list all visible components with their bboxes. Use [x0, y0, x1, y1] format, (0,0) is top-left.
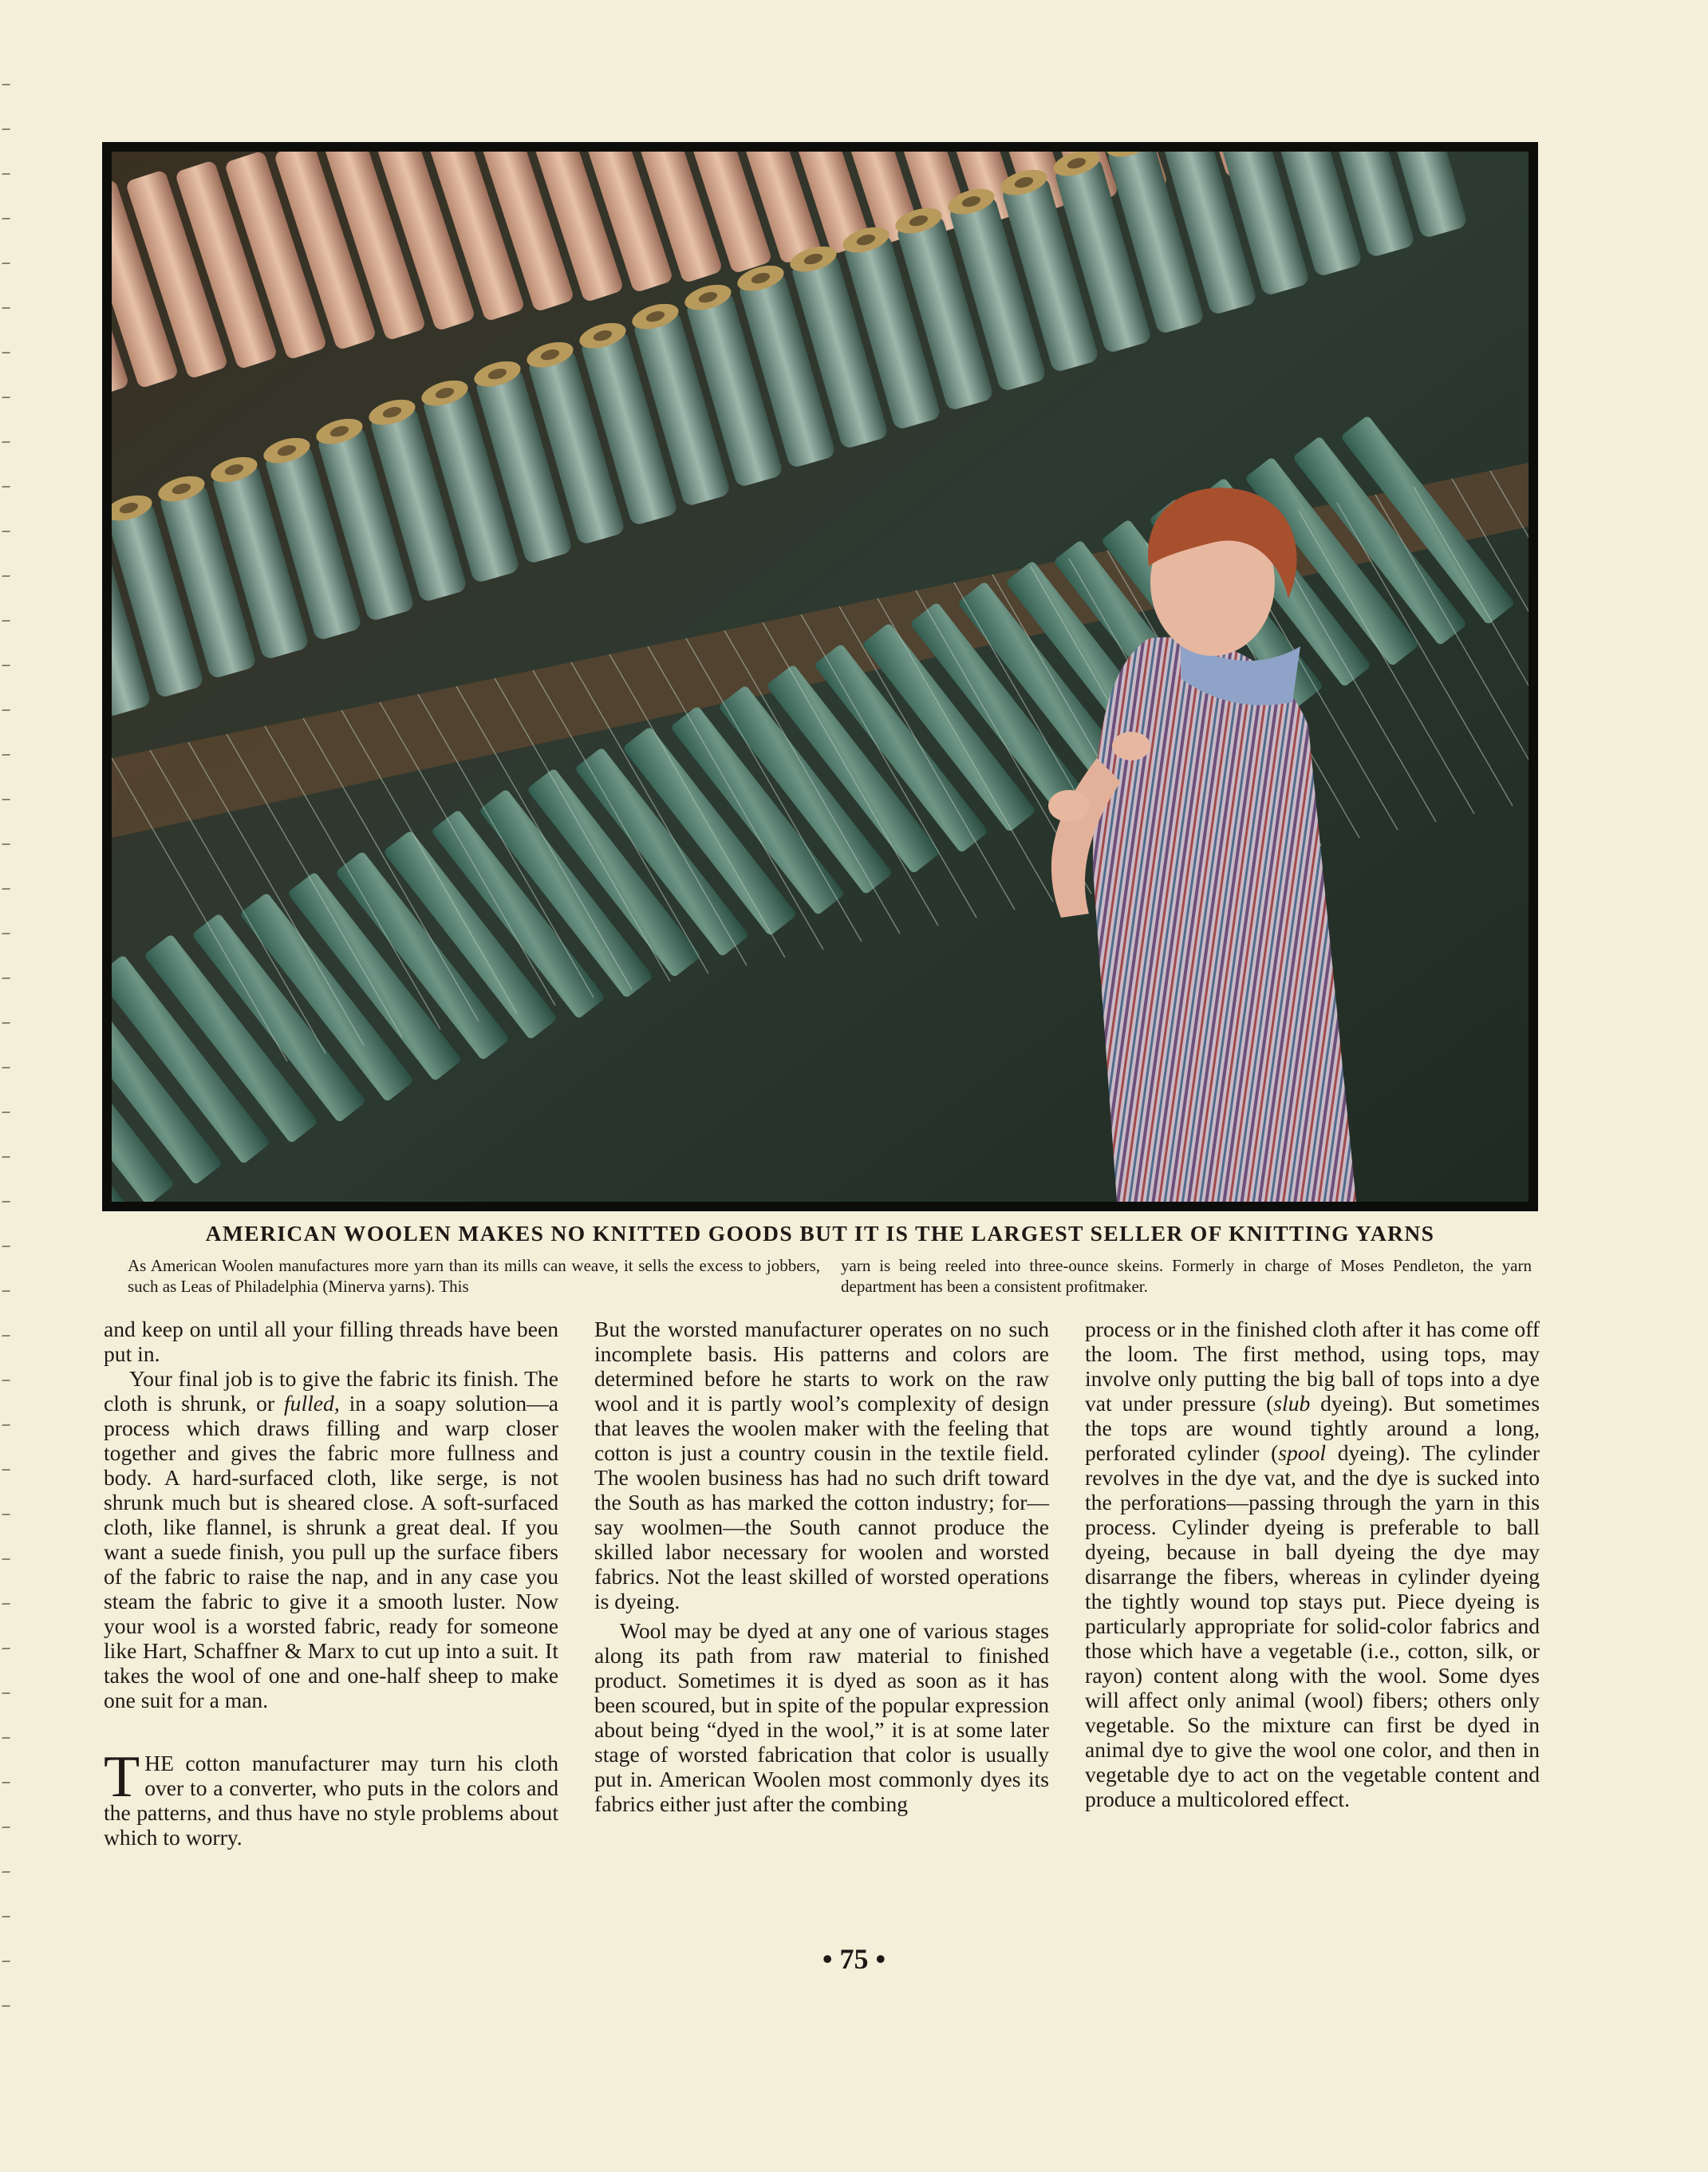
binding-mark — [2, 705, 13, 711]
photo-headline: AMERICAN WOOLEN MAKES NO KNITTED GOODS BUT IT IS THE LARGEST SELLER OF KNITTING YARNS — [205, 1221, 1435, 1246]
binding-mark — [2, 1376, 13, 1381]
paragraph: Wool may be dyed at any one of various stages along its path from raw material to finished product. Sometimes it is dyed as soon as it has been scoured, but in spite of the popular expression about being “dyed in the wool,” it is at some later stage of worsted fabrication that color is usually put in. American Woolen most commonly dyes its fabrics either just after the combing — [594, 1618, 1049, 1816]
binding-mark — [2, 661, 13, 666]
caption-right: yarn is being reeled into three-ounce skeins. Formerly in charge of Moses Pendleton, the yarn department has been a consistent profitmaker. — [841, 1256, 1532, 1296]
paragraph-dropcap: THE cotton manufacturer may turn his cloth over to a converter, who puts in the colors and the patterns, and thus have no style problems about which to worry. — [104, 1744, 558, 1850]
binding-mark — [2, 1554, 13, 1560]
binding-mark — [2, 1644, 13, 1649]
binding-mark — [2, 571, 13, 577]
binding-mark — [2, 214, 13, 219]
binding-mark — [2, 1912, 13, 1917]
text-column-1 — [104, 1317, 558, 1850]
binding-mark — [2, 1242, 13, 1247]
drop-cap: T — [104, 1744, 140, 1810]
yarn-reeling-photo — [112, 152, 1529, 1202]
binding-mark — [2, 1778, 13, 1783]
binding-mark — [2, 1063, 13, 1068]
paragraph: Your final job is to give the fabric its finish. The cloth is shrunk, or fulled, in a soapy solution—a process which draws filling and warp closer together and gives the fabric more fullness and body. A hard-surfaced cloth, like serge, is not shrunk much but is sheared close. A soft-surfaced cloth, like flannel, is shrunk a great deal. If you want a suede finish, you pull up the surface fibers of the fabric to raise the nap, and in any case you steam the fabric to give it a smooth luster. Now your wool is a worsted fabric, ready for someone like Hart, Schaffner & Marx to cut up into a suit. It takes the wool of one and one-half sheep to make one suit for a man. — [104, 1366, 558, 1712]
binding-mark — [2, 1867, 13, 1873]
binding-mark — [2, 1152, 13, 1158]
binding-mark — [2, 348, 13, 353]
binding-mark — [2, 1108, 13, 1113]
binding-mark — [2, 929, 13, 934]
binding-mark — [2, 1286, 13, 1292]
binding-mark — [2, 750, 13, 756]
caption-left: As American Woolen manufactures more yarn than its mills can weave, it sells the excess to jobbers, such as Leas of Philadelphia (Minerva yarns). This — [128, 1256, 820, 1296]
binding-mark — [2, 1599, 13, 1605]
binding-mark — [2, 124, 13, 130]
binding-mark — [2, 1823, 13, 1828]
binding-mark — [2, 884, 13, 890]
binding-marks — [0, 80, 18, 2075]
paragraph: and keep on until all your filling threads have been put in. — [104, 1317, 558, 1366]
binding-mark — [2, 527, 13, 532]
page-number: • 75 • — [822, 1943, 886, 1975]
binding-mark — [2, 1733, 13, 1739]
binding-mark — [2, 1331, 13, 1337]
binding-mark — [2, 393, 13, 398]
binding-mark — [2, 2001, 13, 2007]
binding-mark — [2, 839, 13, 845]
photo-frame — [102, 142, 1538, 1211]
binding-mark — [2, 973, 13, 979]
binding-mark — [2, 1510, 13, 1515]
text-column-2 — [594, 1317, 1049, 1816]
binding-mark — [2, 482, 13, 488]
binding-mark — [2, 303, 13, 309]
paragraph: But the worsted manufacturer operates on no such incomplete basis. His patterns and colors are determined before he starts to work on the raw wool and it is partly wool’s complexity of design that leaves the woolen maker with the feeling that cotton is just a country cousin in the textile field. The woolen business has had no such drift toward the South as has marked the cotton industry; for—say woolmen—the South cannot produce the skilled labor necessary for woolen and worsted fabrics. Not the least skilled of worsted operations is dyeing. — [594, 1317, 1049, 1613]
binding-mark — [2, 437, 13, 443]
paragraph: process or in the finished cloth after it has come off the loom. The first method, using tops, may involve only putting the big ball of tops into a dye vat under pressure (slub dyeing). But sometimes the tops are wound tightly around a long, perforated cylinder (spool dyeing). The cylinder revolves in the dye vat, and the dye is sucked into the perforations—passing through the yarn in this process. Cylinder dyeing is preferable to ball dyeing, because in ball dyeing the dye may disarrange the fibers, whereas in cylinder dyeing the tightly wound top stays put. Piece dyeing is particularly appropriate for solid-color fabrics and those which have a vegetable (i.e., cotton, silk, or rayon) content along with the wool. Some dyes will affect only animal (wool) fibers; others only vegetable. So the mixture can first be dyed in animal dye to give the wool one color, and then in vegetable dye to act on the vegetable content and produce a multicolored effect. — [1085, 1317, 1540, 1811]
binding-mark — [2, 259, 13, 264]
binding-mark — [2, 1018, 13, 1024]
text-column-3 — [1085, 1317, 1540, 1811]
binding-mark — [2, 169, 13, 175]
binding-mark — [2, 616, 13, 622]
binding-mark — [2, 1197, 13, 1202]
binding-mark — [2, 795, 13, 800]
binding-mark — [2, 1420, 13, 1426]
binding-mark — [2, 1688, 13, 1694]
binding-mark — [2, 80, 13, 85]
binding-mark — [2, 1465, 13, 1471]
